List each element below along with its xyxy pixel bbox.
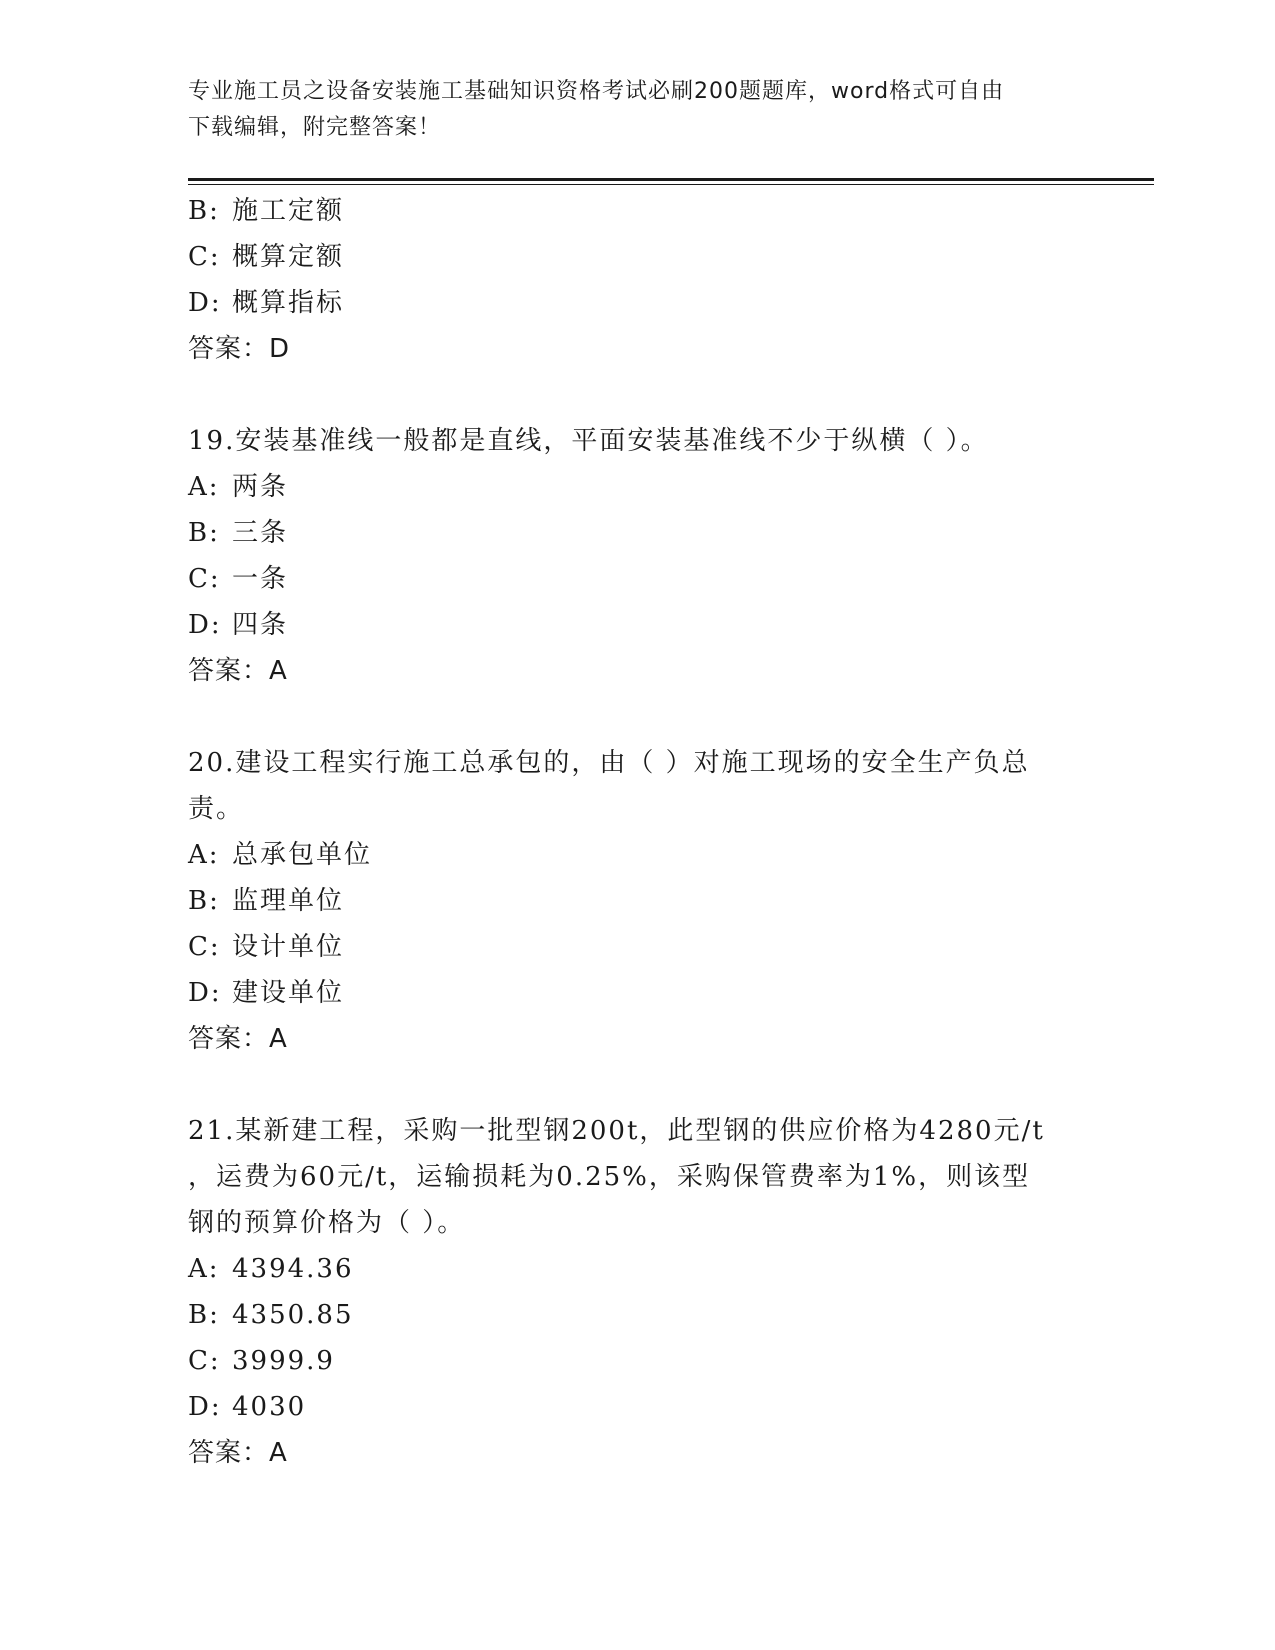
option-key: D: [188, 288, 222, 318]
spacer [188, 694, 1068, 740]
option-text: 四条 [232, 610, 289, 640]
option-key: B: [188, 518, 220, 548]
question-20 [188, 740, 1068, 1062]
option-key: D: [188, 1392, 222, 1422]
option-b [188, 510, 1068, 556]
option-key: A: [188, 840, 220, 870]
option-a [188, 464, 1068, 510]
option-d [188, 280, 1068, 326]
option-text: 三条 [232, 518, 289, 548]
option-b [188, 188, 1068, 234]
question-list [188, 188, 1068, 1476]
option-key: C: [188, 932, 221, 962]
option-key: C: [188, 1346, 221, 1376]
question-18-tail [188, 188, 1068, 372]
document-header [188, 74, 1068, 146]
question-stem-line-2: ，运费为60元/t，运输损耗为0.25%，采购保管费率为1%，则该型 [188, 1162, 1031, 1192]
option-text: 监理单位 [232, 886, 345, 916]
option-a [188, 1246, 1068, 1292]
header-divider-thick [188, 178, 1154, 181]
spacer [188, 1062, 1068, 1108]
option-c [188, 924, 1068, 970]
option-d [188, 970, 1068, 1016]
option-text: 4030 [232, 1392, 307, 1422]
option-key: B: [188, 886, 220, 916]
option-key: A: [188, 472, 220, 502]
option-text: 4394.36 [232, 1254, 354, 1284]
option-key: C: [188, 242, 221, 272]
option-key: B: [188, 196, 220, 226]
option-c [188, 1338, 1068, 1384]
answer-line: 答案：A [188, 1024, 288, 1054]
option-c [188, 234, 1068, 280]
option-d [188, 602, 1068, 648]
answer-line: 答案：D [188, 334, 291, 364]
option-c [188, 556, 1068, 602]
option-text: 一条 [232, 564, 289, 594]
answer-line: 答案：A [188, 1438, 288, 1468]
question-stem: 19.安装基准线一般都是直线，平面安装基准线不少于纵横（ ）。 [188, 426, 989, 456]
question-stem-line-1: 21.某新建工程，采购一批型钢200t，此型钢的供应价格为4280元/t [188, 1116, 1045, 1146]
option-b [188, 1292, 1068, 1338]
option-text: 4350.85 [232, 1300, 354, 1330]
option-d [188, 1384, 1068, 1430]
option-key: D: [188, 610, 222, 640]
option-key: C: [188, 564, 221, 594]
option-text: 设计单位 [232, 932, 345, 962]
question-19 [188, 418, 1068, 694]
option-text: 建设单位 [232, 978, 345, 1008]
header-divider-thin [188, 184, 1154, 185]
option-text: 施工定额 [232, 196, 345, 226]
question-21 [188, 1108, 1068, 1476]
answer-line: 答案：A [188, 656, 288, 686]
option-text: 总承包单位 [232, 840, 373, 870]
option-key: A: [188, 1254, 220, 1284]
header-title-line-1: 专业施工员之设备安装施工基础知识资格考试必刷200题题库，word格式可自由 [188, 79, 1005, 104]
spacer [188, 372, 1068, 418]
option-text: 概算定额 [232, 242, 345, 272]
option-text: 概算指标 [232, 288, 345, 318]
option-key: B: [188, 1300, 220, 1330]
question-stem-line-1: 20.建设工程实行施工总承包的，由（ ）对施工现场的安全生产负总 [188, 748, 1030, 778]
question-stem-line-2: 责。 [188, 794, 245, 824]
option-b [188, 878, 1068, 924]
question-stem-line-3: 钢的预算价格为（ ）。 [188, 1208, 466, 1238]
option-text: 两条 [232, 472, 289, 502]
option-key: D: [188, 978, 222, 1008]
header-title-line-2: 下载编辑，附完整答案！ [188, 115, 442, 140]
option-text: 3999.9 [232, 1346, 335, 1376]
option-a [188, 832, 1068, 878]
